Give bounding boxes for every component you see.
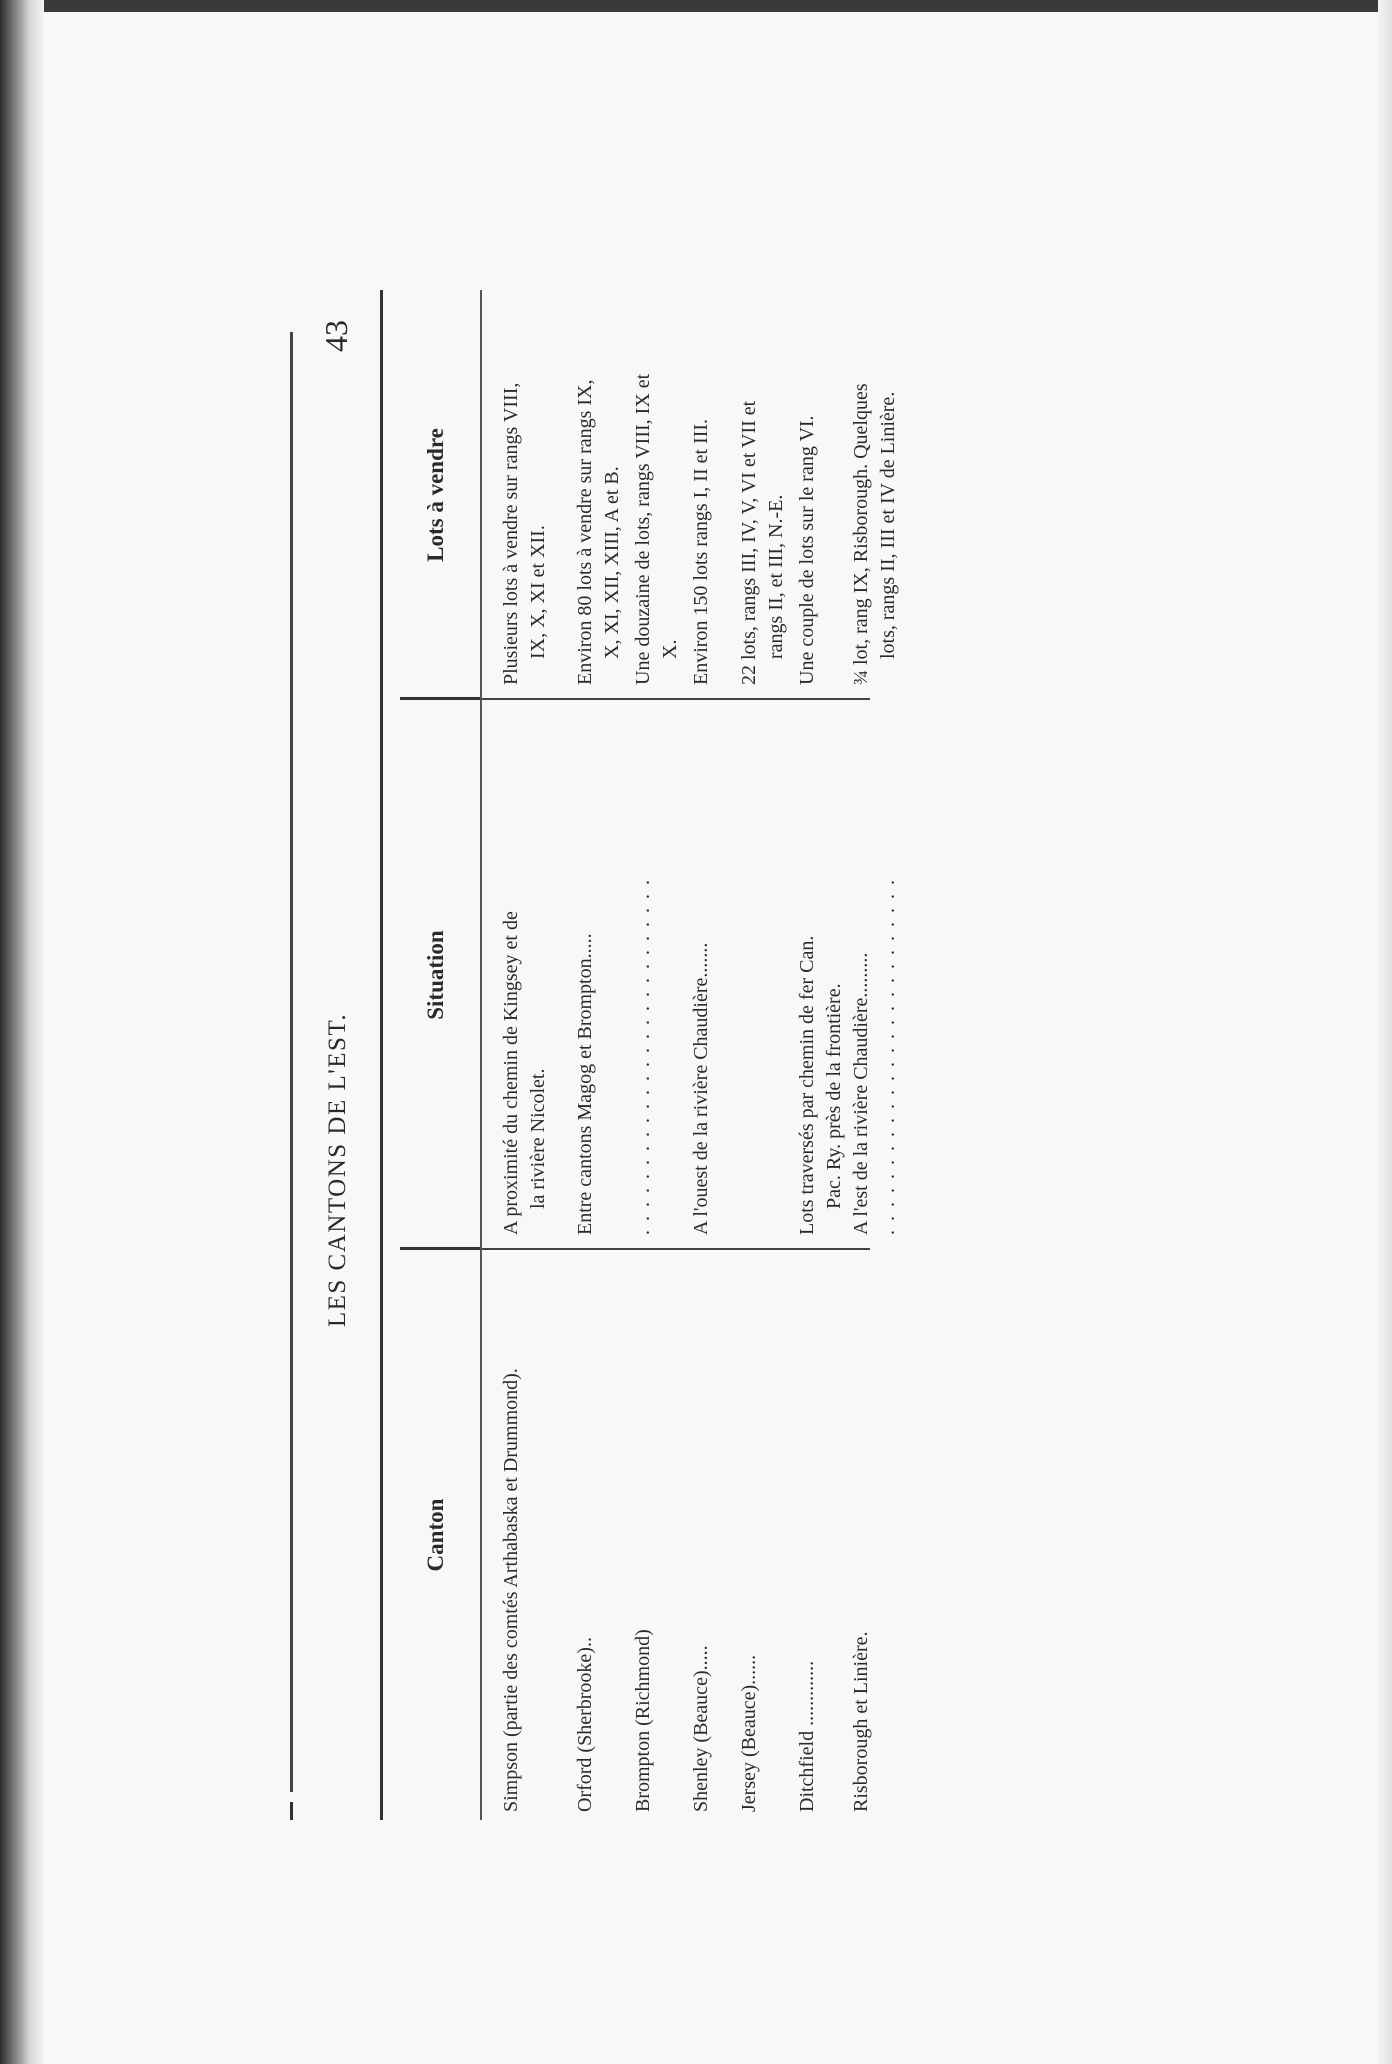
canton-line: Risborough et Linière. xyxy=(850,1631,872,1812)
situation-cell xyxy=(630,715,657,1235)
canton-cell xyxy=(794,1272,821,1812)
column-separator xyxy=(482,1248,870,1250)
canton-cell xyxy=(688,1272,715,1812)
lots-table xyxy=(390,290,899,1820)
canton-cell xyxy=(572,1272,599,1812)
canton-cell xyxy=(498,1272,525,1812)
header-underline xyxy=(480,290,482,1820)
situation-cell xyxy=(498,715,552,1235)
column-header-situation: Situation xyxy=(423,930,448,1020)
canton-cell xyxy=(736,1272,763,1812)
scan-binding-edge xyxy=(0,0,44,2064)
lots-line: Plusieurs lots à vendre sur rangs VIII, xyxy=(500,382,522,685)
lots-line: ¾ lot, rang IX, Risborough. Quelques xyxy=(850,383,872,685)
lots-cell xyxy=(630,305,684,685)
running-title: LES CANTONS DE L'EST. xyxy=(324,1012,351,1328)
lots-cell xyxy=(736,305,790,685)
situation-line: Lots traversés par chemin de fer Can. xyxy=(796,935,818,1235)
lots-line: IX, X, XI et XII. xyxy=(527,525,549,659)
column-separator xyxy=(482,698,870,700)
situation-cell xyxy=(848,715,902,1235)
lots-line: X. xyxy=(659,639,681,659)
column-header-canton: Canton xyxy=(423,1498,448,1572)
lots-line: 22 lots, rangs III, IV, V, VI et VII et xyxy=(738,400,760,685)
lots-line: Une douzaine de lots, rangs VIII, IX et xyxy=(632,373,654,685)
canton-line: Ditchfield ............. xyxy=(796,1660,818,1812)
column-separator xyxy=(400,1247,482,1250)
column-separator xyxy=(400,697,482,700)
canton-cell xyxy=(848,1272,875,1812)
lots-line: lots, rangs II, III et IV de Linière. xyxy=(877,391,899,659)
scan-border-top xyxy=(0,0,1392,12)
situation-cell xyxy=(794,715,848,1235)
lots-cell xyxy=(688,305,715,685)
header-rule-dash xyxy=(290,1802,293,1820)
canton-line: Brompton (Richmond) xyxy=(632,1629,654,1812)
page-edge-shadow xyxy=(1378,0,1392,2064)
canton-line: Shenley (Beauce)..... xyxy=(690,1645,712,1812)
situation-line: . . . . . . . . . . . . . . . . . . . . . . . . . . xyxy=(877,878,899,1235)
situation-line: Pac. Ry. près de la frontière. xyxy=(823,983,845,1209)
canton-line: Simpson (partie des comtés Arthabaska et Drummond). xyxy=(500,1368,522,1812)
column-header-lots: Lots à vendre xyxy=(423,428,448,562)
situation-line: A l'ouest de la rivière Chaudière....... xyxy=(690,942,712,1235)
rotated-table-page xyxy=(290,290,899,1820)
situation-cell xyxy=(688,715,715,1235)
lots-line: X, XI, XII, XIII, A et B. xyxy=(601,466,623,659)
lots-line: Environ 80 lots à vendre sur rangs IX, xyxy=(574,379,596,685)
running-head xyxy=(290,290,380,1820)
lots-line: Une couple de lots sur le rang VI. xyxy=(796,415,818,685)
situation-line: Entre cantons Magog et Brompton..... xyxy=(574,933,596,1235)
canton-line: Orford (Sherbrooke).. xyxy=(574,1637,596,1812)
lots-cell xyxy=(572,305,626,685)
situation-line: la rivière Nicolet. xyxy=(527,1068,549,1209)
lots-line: rangs II, et III, N.-E. xyxy=(765,494,787,659)
situation-line: A l'est de la rivière Chaudière......... xyxy=(850,952,872,1235)
lots-cell xyxy=(794,305,821,685)
situation-line: . . . . . . . . . . . . . . . . . . . . . . . . . . xyxy=(632,878,654,1235)
situation-line: A proximité du chemin de Kingsey et de xyxy=(500,911,522,1235)
lots-cell xyxy=(848,305,902,685)
header-rule-bottom xyxy=(380,290,383,1820)
lots-cell xyxy=(498,305,552,685)
canton-cell xyxy=(630,1272,657,1812)
header-rule-top xyxy=(290,332,293,1792)
page-number: 43 xyxy=(318,320,354,352)
situation-cell xyxy=(572,715,599,1235)
canton-line: Jersey (Beauce)...... xyxy=(738,1654,760,1812)
lots-line: Environ 150 lots rangs I, II et III. xyxy=(690,418,712,685)
